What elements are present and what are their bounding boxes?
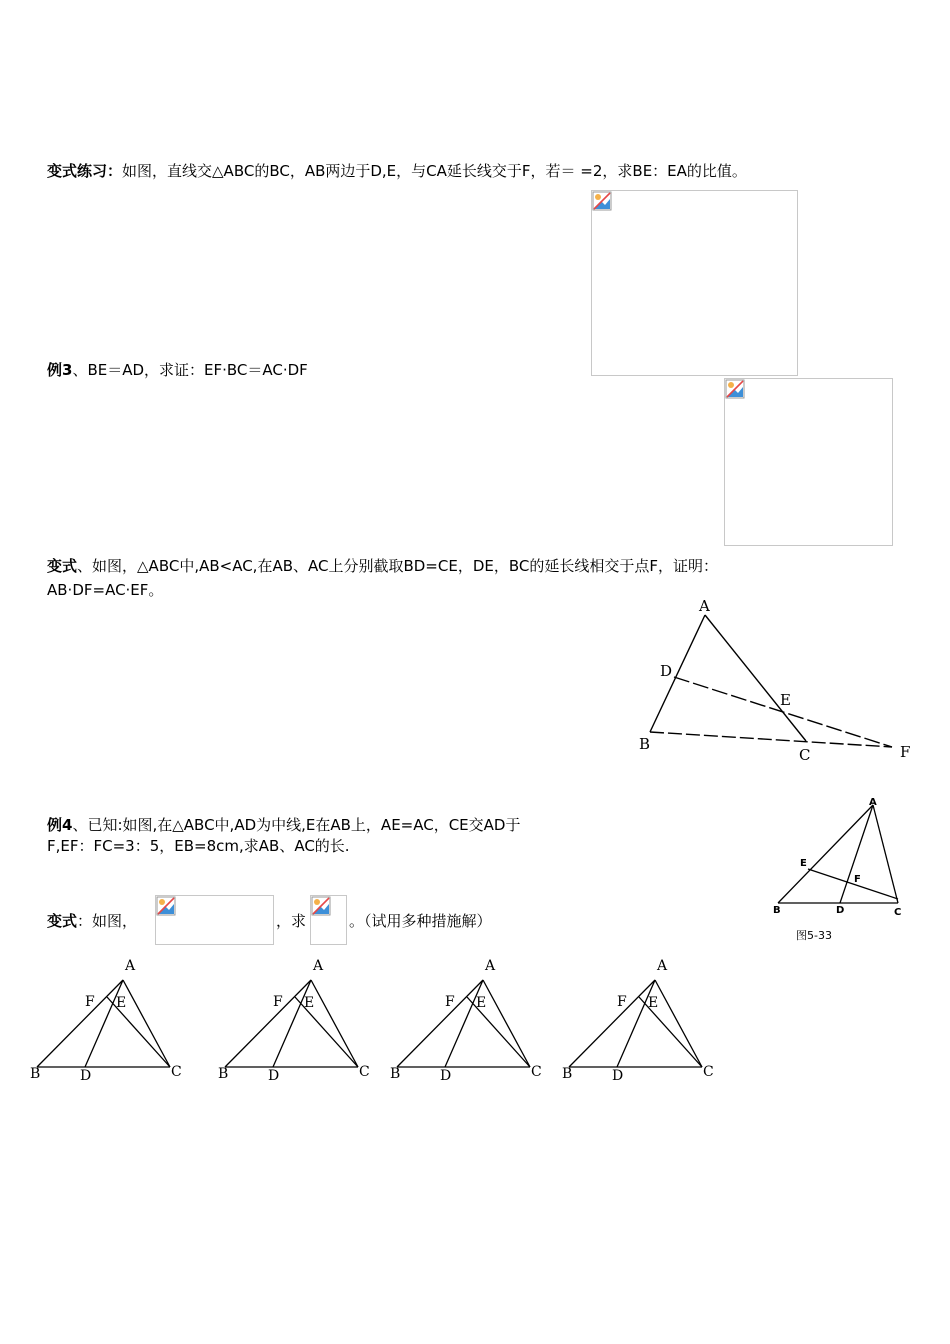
variant4-text-after: 。（试用多种措施解） (349, 912, 492, 930)
variant3-line2: AB·DF=AC·EF。 (47, 581, 164, 599)
example3-image (724, 378, 893, 546)
variant3-figure (630, 595, 920, 770)
tri2-label-e: E (304, 995, 315, 1011)
tri2-label-c: C (359, 1064, 370, 1080)
variant4-label: 变式 (47, 912, 78, 930)
variant4-text-mid: ，求 (276, 912, 307, 930)
broken-image-icon (725, 379, 745, 399)
tri4-label-a: A (657, 958, 668, 974)
example4-line2: F,EF：FC=3：5，EB=8cm,求AB、AC的长. (47, 837, 350, 855)
exercise1-line (47, 160, 747, 182)
example3-text: 、BE＝AD，求证：EF·BC＝AC·DF (72, 361, 308, 379)
fig4-label-f: F (854, 874, 861, 885)
tri3-label-c: C (531, 1064, 542, 1080)
broken-image-icon (311, 896, 331, 916)
tri4-label-e: E (648, 995, 659, 1011)
fig4-label-a: A (869, 797, 877, 808)
fig4-label-b: B (773, 905, 781, 916)
tri1-label-e: E (116, 995, 127, 1011)
fig4-label-d: D (836, 905, 845, 916)
fig3-label-a: A (699, 597, 710, 615)
tri4-label-c: C (703, 1064, 714, 1080)
tri1-label-f: F (85, 994, 95, 1010)
tri1-label-a: A (125, 958, 136, 974)
variant3-line1 (47, 555, 718, 577)
variant3-label: 变式 (47, 557, 78, 575)
fig3-label-c: C (799, 746, 811, 764)
example4-label: 例4 (47, 816, 73, 834)
variant4-label-line (47, 910, 137, 932)
fig3-label-e: E (780, 691, 791, 709)
example4-text: 、已知:如图,在△ABC中,AD为中线,E在AB上，AE=AC，CE交AD于 (72, 816, 521, 834)
tri3-label-b: B (390, 1066, 401, 1082)
exercise1-text: 如图，直线交△ABC的BC，AB两边于D,E，与CA延长线交于F，若＝ =2，求BE：EA的比值。 (122, 162, 747, 180)
fig3-label-b: B (639, 735, 651, 753)
variant4-image-2 (310, 895, 347, 945)
tri2-label-b: B (218, 1066, 229, 1082)
fig3-label-d: D (660, 662, 673, 680)
tri3-label-e: E (476, 995, 487, 1011)
tri2-label-a: A (313, 958, 324, 974)
triangle-figure-2 (213, 955, 383, 1085)
example4-line1 (47, 814, 520, 836)
fig3-label-f: F (900, 743, 911, 761)
exercise1-label: 变式练习： (47, 162, 123, 180)
tri1-label-d: D (80, 1068, 92, 1084)
triangle-figure-4 (557, 955, 727, 1085)
tri4-label-d: D (612, 1068, 624, 1084)
example3-label: 例3 (47, 361, 73, 379)
example4-figure (768, 793, 908, 948)
fig4-caption: 图5-33 (796, 929, 832, 942)
variant4-text-before: ：如图， (77, 912, 138, 930)
variant3-text: 、如图，△ABC中,AB<AC,在AB、AC上分别截取BD=CE，DE，BC的延长线相交于点F，证明： (77, 557, 718, 575)
fig4-label-c: C (894, 907, 902, 918)
broken-image-icon (156, 896, 176, 916)
triangle-figure-1 (25, 955, 195, 1085)
tri3-label-f: F (445, 994, 455, 1010)
tri3-label-d: D (440, 1068, 452, 1084)
tri3-label-a: A (485, 958, 496, 974)
tri4-label-b: B (562, 1066, 573, 1082)
example3-line (47, 359, 308, 381)
tri4-label-f: F (617, 994, 627, 1010)
broken-image-icon (592, 191, 612, 211)
fig4-label-e: E (800, 858, 807, 869)
tri1-label-c: C (171, 1064, 182, 1080)
tri2-label-f: F (273, 994, 283, 1010)
exercise1-image (591, 190, 798, 376)
tri1-label-b: B (30, 1066, 41, 1082)
triangle-figure-3 (385, 955, 555, 1085)
tri2-label-d: D (268, 1068, 280, 1084)
variant4-image-1 (155, 895, 274, 945)
